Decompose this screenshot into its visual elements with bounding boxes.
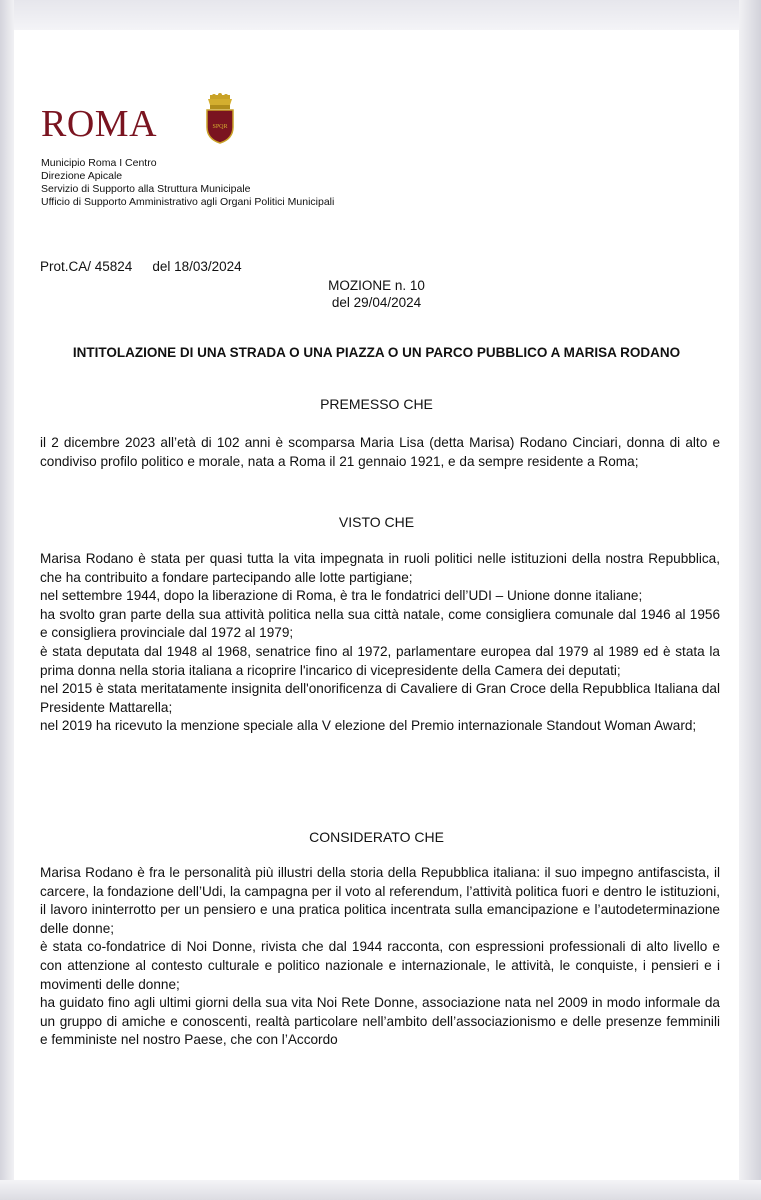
considerato-body [40, 864, 720, 1050]
roma-logo: ROMA [41, 103, 158, 145]
protocol-date: del 18/03/2024 [152, 259, 242, 274]
paragraph: Marisa Rodano è fra le personalità più illustri della storia della Repubblica italiana: il suo impegno antifascista, il carcere, la fondazione dell’Udi, la campagna per il voto al referendum, l’attività politica fuori e dentro le istituzioni, il lavoro ininterrotto per un pensiero e una pratica politica incentrata sulla emancipazione e l’autodeterminazione delle donne; [40, 865, 720, 936]
svg-text:SPQR: SPQR [212, 124, 228, 130]
paragraph: il 2 dicembre 2023 all’età di 102 anni è scomparsa Maria Lisa (detta Marisa) Rodano Cinciari, donna di alto e condiviso profilo politico e morale, nata a Roma il 21 gennaio 1921, e da sempre residente a Roma; [40, 435, 720, 469]
office-line: Municipio Roma I Centro [41, 157, 157, 169]
office-line: Servizio di Supporto alla Struttura Municipale [41, 183, 251, 195]
viewer-frame-left [0, 0, 14, 1200]
paragraph: Marisa Rodano è stata per quasi tutta la vita impegnata in ruoli politici nelle istituzioni della nostra Repubblica, che ha contribuito a fondare partecipando alle lotte partigiane; [40, 551, 720, 585]
protocol-line [40, 259, 242, 274]
viewer-frame-top [0, 0, 761, 30]
roma-crest-icon [202, 93, 238, 145]
mozione-number: MOZIONE n. 10 [328, 278, 425, 293]
paragraph: è stata co-fondatrice di Noi Donne, rivista che dal 1944 racconta, con espressioni professionali di alto livello e con attenzione al contesto culturale e politico nazionale e internazionale, le attività, le conquiste, i pensieri e i movimenti delle donne; [40, 939, 720, 992]
visto-body [40, 550, 720, 736]
premesso-body [40, 434, 720, 471]
office-line: Ufficio di Supporto Amministrativo agli Organi Politici Municipali [41, 196, 335, 208]
heading-visto: VISTO CHE [338, 514, 415, 530]
document-page [14, 30, 739, 1180]
viewer-frame-right [739, 0, 761, 1200]
document-title: INTITOLAZIONE DI UNA STRADA O UNA PIAZZA O UN PARCO PUBBLICO A MARISA RODANO [72, 345, 681, 360]
office-block [41, 157, 334, 209]
heading-considerato: CONSIDERATO CHE [309, 829, 444, 845]
paragraph: nel settembre 1944, dopo la liberazione di Roma, è tra le fondatrici dell’UDI – Unione donne italiane; [40, 588, 643, 604]
protocol-number: Prot.CA/ 45824 [40, 259, 133, 274]
paragraph: nel 2015 è stata meritatamente insignita dell'onorificenza di Cavaliere di Gran Croce della Repubblica Italiana dal Presidente Mattarella; [40, 681, 720, 715]
paragraph: ha guidato fino agli ultimi giorni della sua vita Noi Rete Donne, associazione nata nel 2009 in modo informale da un gruppo di amiche e conoscenti, realtà particolare nell’ambito dell’associazionismo e delle presenze femminili e femministe nel nostro Paese, che con l’Accordo [40, 995, 720, 1048]
mozione-date: del 29/04/2024 [331, 295, 422, 310]
paragraph: ha svolto gran parte della sua attività politica nella sua città natale, come consigliera comunale dal 1946 al 1956 e consigliera provinciale dal 1972 al 1979; [40, 606, 720, 641]
paragraph: nel 2019 ha ricevuto la menzione speciale alla V elezione del Premio internazionale Standout Woman Award; [40, 718, 697, 734]
mozione-block [14, 277, 739, 311]
viewer-frame-bottom [0, 1180, 761, 1200]
office-line: Direzione Apicale [41, 170, 123, 182]
paragraph: è stata deputata dal 1948 al 1968, senatrice fino al 1972, parlamentare europea dal 1979 al 1989 ed è stata la prima donna nella storia italiana a ricoprire l'incarico di vicepresidente della Camera dei deputati; [40, 643, 720, 678]
heading-premesso: PREMESSO CHE [320, 396, 433, 412]
